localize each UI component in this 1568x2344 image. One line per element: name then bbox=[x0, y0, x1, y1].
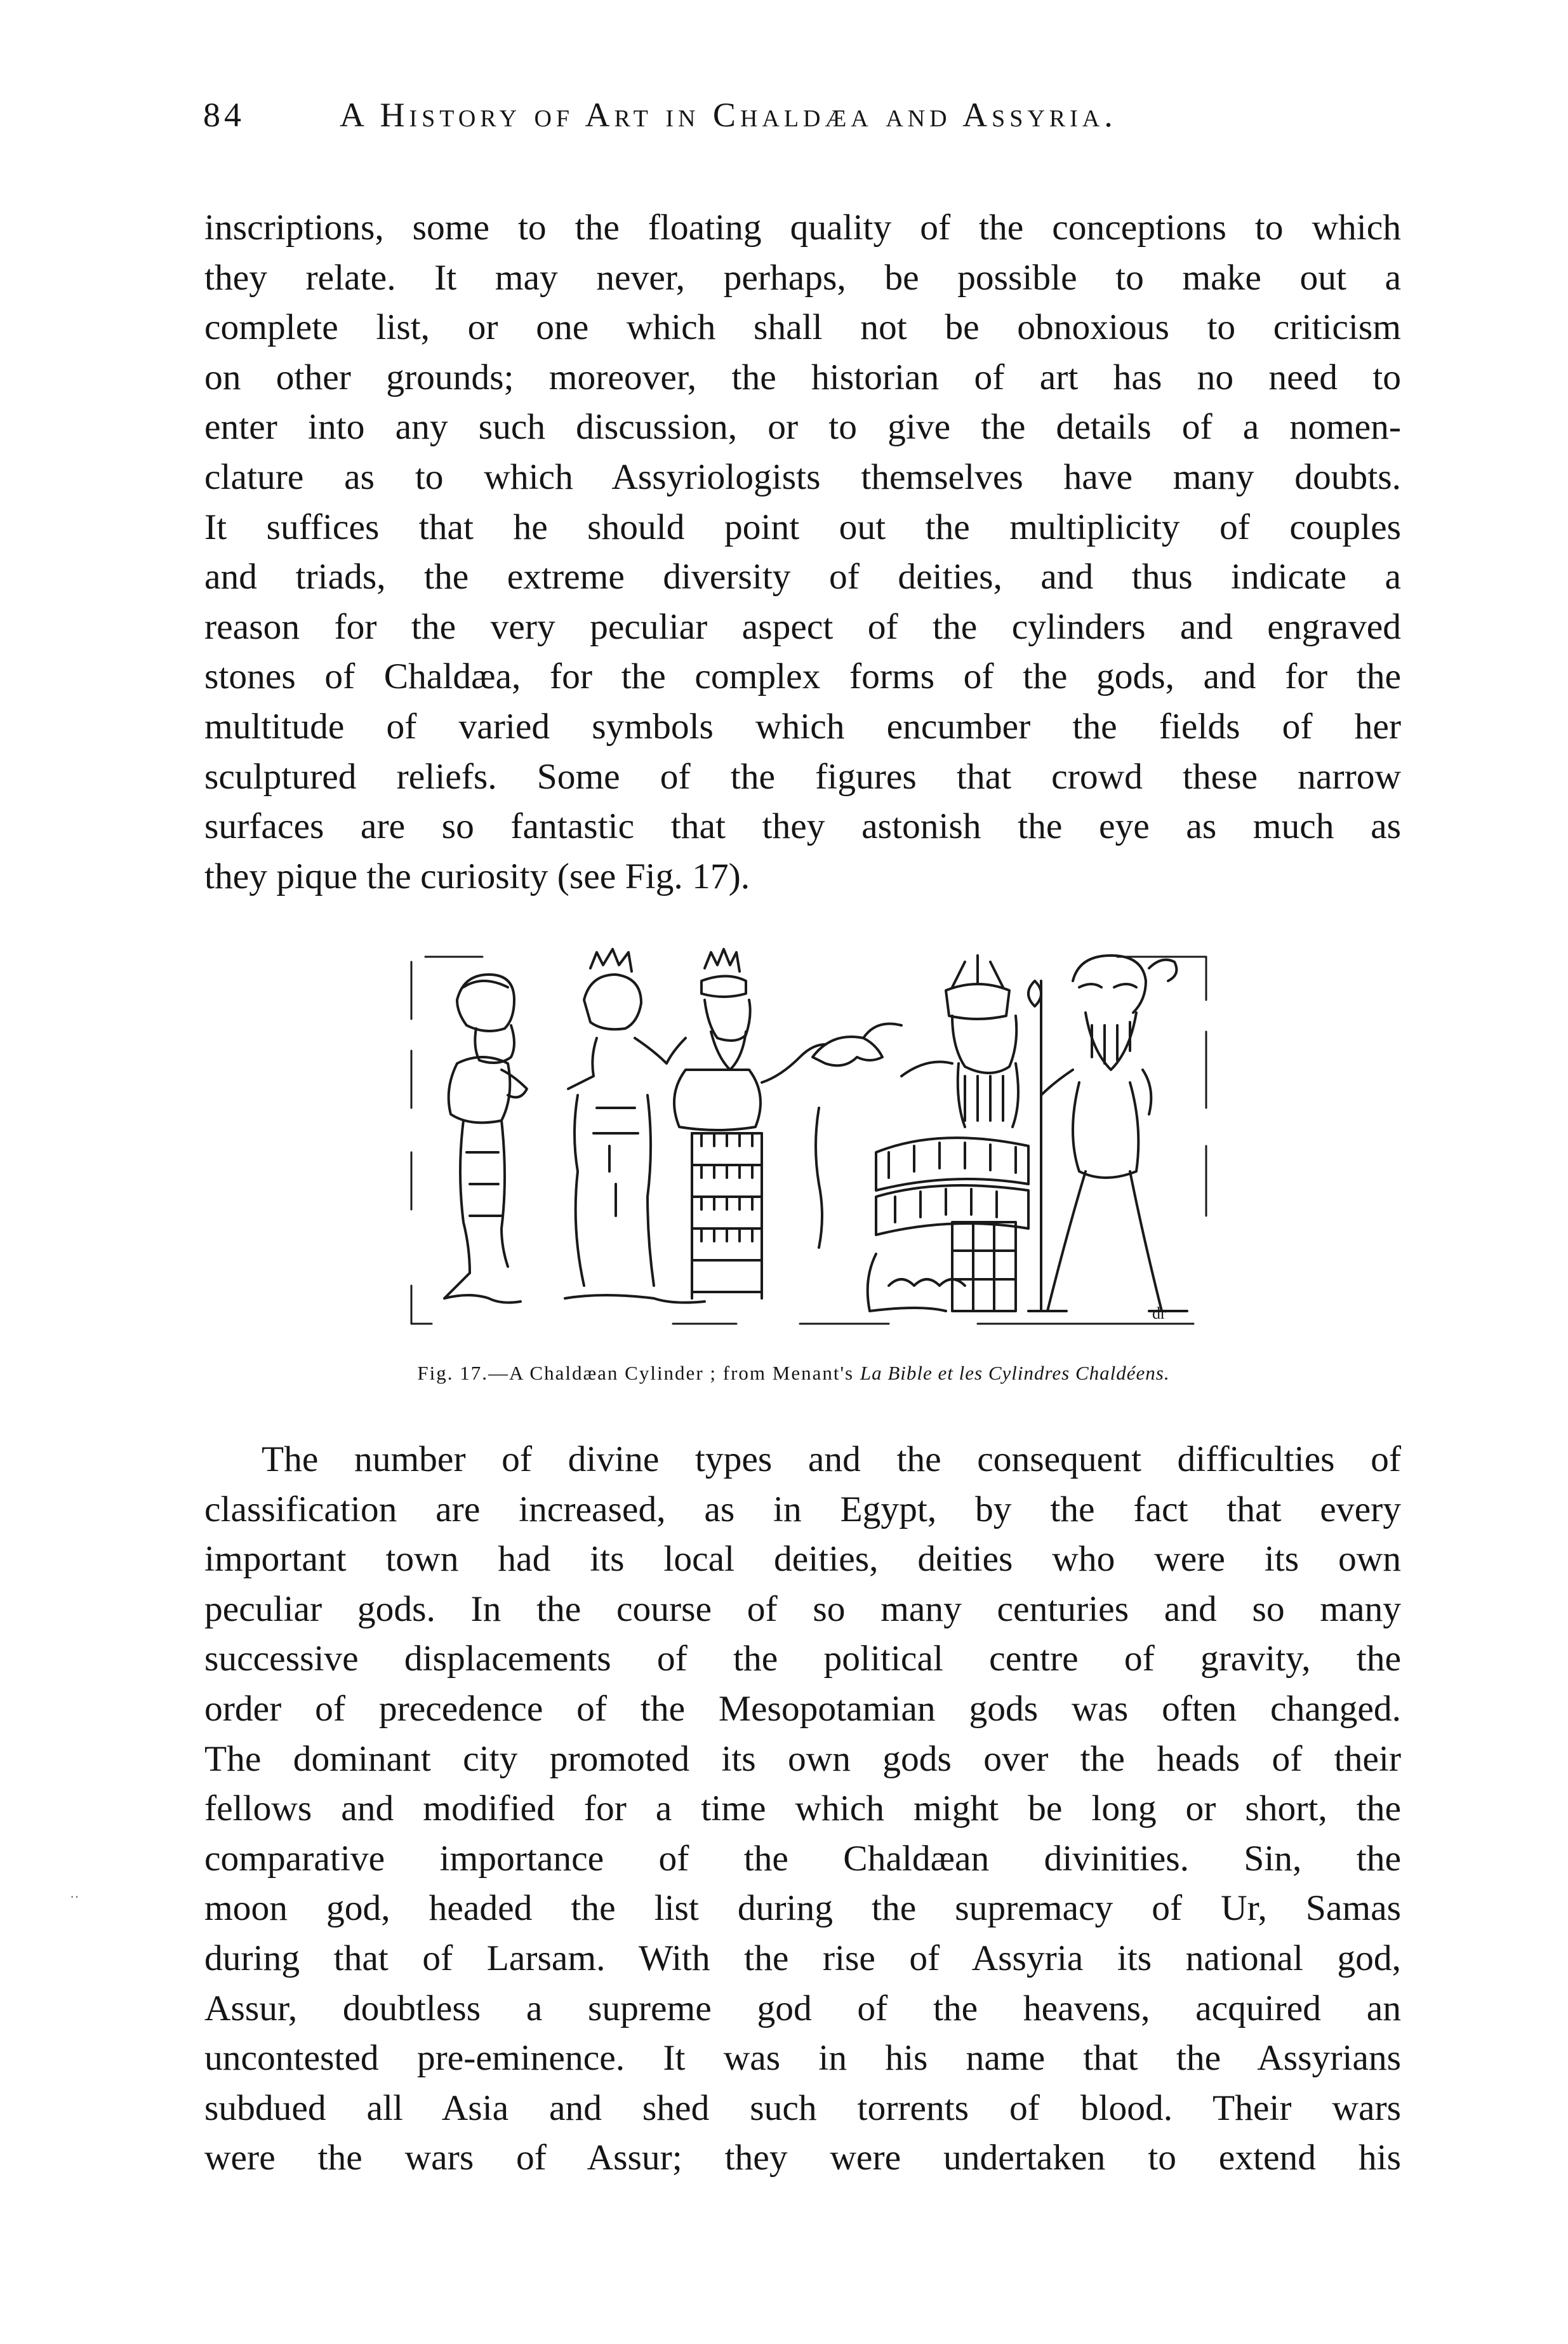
text-line: surfaces are so fantastic that they astonish the eye as much as bbox=[204, 806, 1401, 847]
cylinder-seal-illustration-icon bbox=[406, 943, 1219, 1336]
text-line: Assur, doubtless a supreme god of the heavens, acquired an bbox=[204, 1988, 1401, 2028]
figure-bearded-hero bbox=[1028, 956, 1187, 1311]
running-head bbox=[203, 95, 1409, 146]
text-line: sculptured reliefs. Some of the figures that crowd these narrow bbox=[204, 756, 1401, 797]
text-line: successive displacements of the political centre of gravity, the bbox=[204, 1639, 1401, 1679]
figure-goddess bbox=[565, 949, 705, 1303]
text-line: order of precedence of the Mesopotamian gods was often changed. bbox=[204, 1688, 1401, 1729]
figure-signature: dr bbox=[1152, 1304, 1166, 1322]
text-line: and triads, the extreme diversity of deities, and thus indicate a bbox=[204, 557, 1401, 597]
text-line: clature as to which Assyriologists themselves have many doubts. bbox=[204, 456, 1401, 497]
text-line: classification are increased, as in Egypt, by the fact that every bbox=[204, 1489, 1401, 1529]
caption-title: La Bible et les Cylindres Chaldéens. bbox=[860, 1362, 1170, 1384]
text-line: important town had its local deities, deities who were its own bbox=[204, 1539, 1401, 1580]
text-line: they pique the curiosity (see Fig. 17). bbox=[204, 856, 750, 896]
text-line: It suffices that he should point out the multiplicity of couples bbox=[204, 507, 1401, 547]
running-head-title: A History of Art in Chaldæa and Assyria. bbox=[340, 96, 1117, 134]
text-line: reason for the very peculiar aspect of the cylinders and engraved bbox=[204, 606, 1401, 647]
text-line: they relate. It may never, perhaps, be possible to make out a bbox=[204, 257, 1401, 298]
text-line: fellows and modified for a time which might be long or short, the bbox=[204, 1788, 1401, 1829]
text-line: inscriptions, some to the floating quality of the conceptions to which bbox=[204, 208, 1401, 248]
figure-god-flounced bbox=[674, 949, 825, 1298]
text-line: complete list, or one which shall not be obnoxious to criticism bbox=[204, 307, 1401, 348]
frame-lines bbox=[411, 957, 1206, 1324]
text-line: subdued all Asia and shed such torrents of blood. Their wars bbox=[204, 2088, 1401, 2128]
text-line: comparative importance of the Chaldæan divinities. Sin, the bbox=[204, 1838, 1401, 1879]
text-line: The number of divine types and the consequent difficulties of bbox=[262, 1439, 1401, 1479]
text-line: The dominant city promoted its own gods over the heads of their bbox=[204, 1738, 1401, 1779]
text-line: were the wars of Assur; they were undertaken to extend his bbox=[204, 2138, 1401, 2178]
text-line: moon god, headed the list during the supremacy of Ur, Samas bbox=[204, 1888, 1401, 1929]
page-number: 84 bbox=[203, 96, 245, 134]
text-line: stones of Chaldæa, for the complex forms of the gods, and for the bbox=[204, 656, 1401, 697]
symbol-bird bbox=[813, 1024, 901, 1248]
text-line: on other grounds; moreover, the historian of art has no need to bbox=[204, 357, 1401, 397]
paragraph-2 bbox=[204, 1435, 1401, 2183]
figure-seated-god bbox=[868, 956, 1028, 1311]
margin-mark: ·· bbox=[70, 1889, 79, 1905]
figure-cylinder-seal bbox=[406, 943, 1219, 1336]
caption-prefix: Fig. 17.—A Chaldæan Cylinder ; from Menant's bbox=[417, 1362, 854, 1384]
text-line: uncontested pre-eminence. It was in his name that the Assyrians bbox=[204, 2038, 1401, 2079]
paragraph-1 bbox=[204, 203, 1401, 902]
text-line: peculiar gods. In the course of so many centuries and so many bbox=[204, 1588, 1401, 1629]
text-line: enter into any such discussion, or to give the details of a nomen- bbox=[204, 407, 1401, 448]
figure-caption bbox=[270, 1362, 1317, 1385]
figure-worshipper-1 bbox=[444, 975, 527, 1303]
text-line: multitude of varied symbols which encumber the fields of her bbox=[204, 706, 1401, 747]
text-line: during that of Larsam. With the rise of Assyria its national god, bbox=[204, 1938, 1401, 1978]
